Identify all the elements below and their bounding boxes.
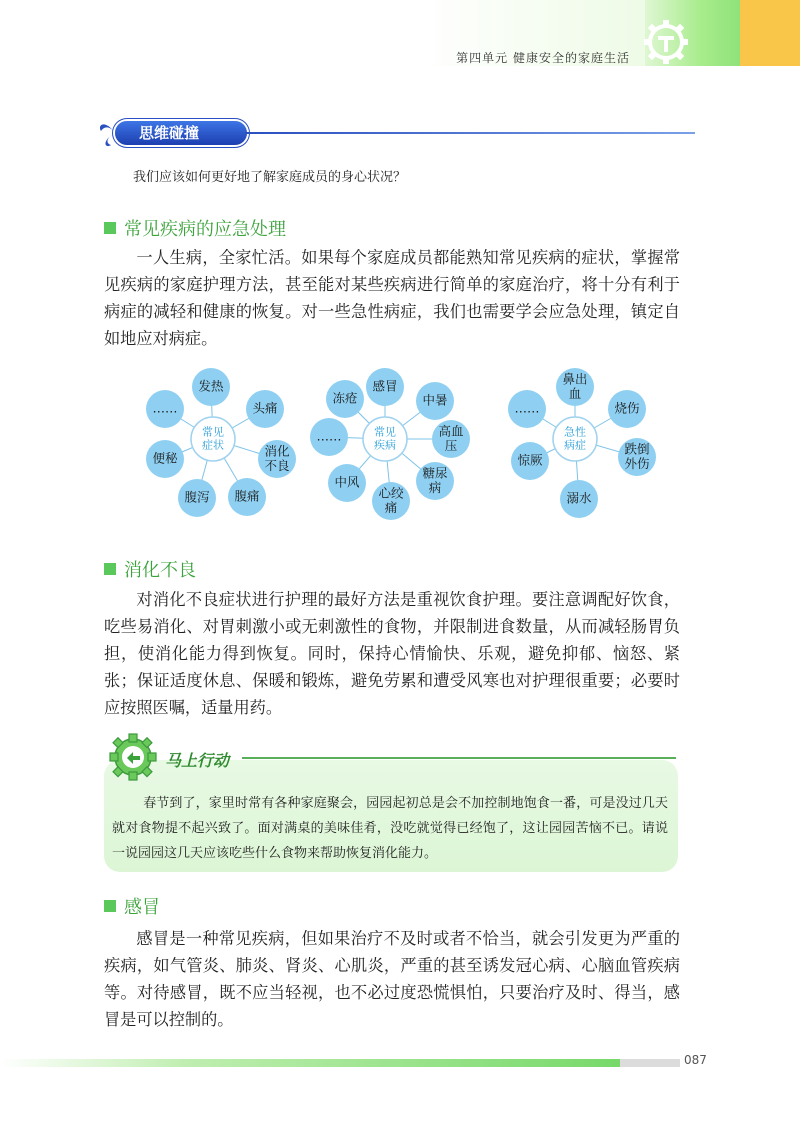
footer-bar: [0, 1059, 620, 1067]
bubble-label: 腹痛: [234, 488, 260, 504]
bubble-label: 糖尿: [422, 465, 448, 481]
bubble-label: 消化: [264, 443, 290, 459]
think-question: 我们应该如何更好地了解家庭成员的身心状况？: [133, 170, 407, 185]
header-yellow-block: [740, 0, 800, 66]
center-label: 急性: [564, 425, 586, 439]
section-paragraph-indigestion: 对消化不良症状进行护理的最好方法是重视饮食护理。要注意调配好饮食，吃些易消化、对胃刺激小或无刺激性的食物，并限制进食数量，从而减轻肠胃负担，使消化能力得到恢复。同时，保持心情愉快、乐观，避免抑郁、恼怒、紧张；保证适度休息、保暖和锻炼，避免劳累和遭受风寒也对护理很重要；必要时应按照医嘱，适量用药。: [104, 590, 680, 717]
center-label: 常见: [202, 425, 224, 439]
bubble-label: 溺水: [566, 490, 592, 506]
section-heading-text: 常见疾病的应急处理: [124, 219, 286, 240]
think-label: 思维碰撞: [115, 121, 247, 145]
center-label: 常见: [374, 425, 396, 439]
bubble-label: 头痛: [252, 400, 278, 416]
action-label: 马上行动: [165, 751, 230, 770]
bubble-label: 发热: [198, 378, 224, 394]
bubble-label: 不良: [264, 457, 290, 473]
bubble-label: 心绞: [378, 485, 404, 501]
section-heading-text: 消化不良: [124, 560, 196, 581]
section-paragraph-cold: 感冒是一种常见疾病，但如果治疗不及时或者不恰当，就会引发更为严重的疾病，如气管炎、肺炎、肾炎、心肌炎，严重的甚至诱发冠心病、心脑血管疾病等。对待感冒，既不应当轻视，也不必过度恐慌惧怕，只要治疗及时、得当，感冒是可以控制的。: [104, 929, 680, 1029]
section-heading-emergency: [104, 215, 286, 241]
bubble-label: ……: [152, 400, 178, 416]
think-banner: [95, 117, 695, 149]
page-number: 087: [684, 1053, 707, 1067]
bubble-label: 冻疮: [332, 390, 358, 406]
section-paragraph-emergency: 一人生病，全家忙活。如果每个家庭成员都能熟知常见疾病的症状，掌握常见疾病的家庭护理方法，甚至能对某些疾病进行简单的家庭治疗，将十分有利于病症的减轻和健康的恢复。对一些急性病症，我们也需要学会应急处理，镇定自如地应对病症。: [104, 248, 680, 348]
action-text: 春节到了，家里时常有各种家庭聚会，园园起初总是会不加控制地饱食一番，可是没过几天就对食物提不起兴致了。面对满桌的美味佳肴，没吃就觉得已经饱了，这让园园苦恼不已。请说一说园园这几天应该吃些什么食物来帮助恢复消化能力。: [112, 796, 668, 861]
bubble-label: 鼻出: [562, 371, 588, 387]
footer-bar-grey: [620, 1059, 680, 1067]
bubble-label: 血: [568, 385, 582, 401]
section-heading-text: 感冒: [124, 897, 160, 918]
bubble-label: 感冒: [372, 378, 398, 394]
bubble-label: 跌倒: [624, 441, 650, 457]
bubble-label: 压: [444, 437, 458, 453]
bubble-label: 烧伤: [614, 400, 640, 416]
bubble-label: ……: [514, 400, 540, 416]
bubble-label: 外伤: [624, 455, 650, 471]
bubble-label: 惊厥: [517, 452, 543, 468]
center-label: 症状: [202, 438, 224, 452]
think-rule: [245, 132, 695, 134]
action-gear-icon: [103, 732, 173, 782]
bubble-label: 痛: [384, 499, 398, 515]
action-rule: [242, 757, 676, 759]
bubble-label: 中风: [334, 474, 360, 490]
bubble-label: 便秘: [152, 450, 178, 466]
section-heading-cold: [104, 893, 160, 919]
bubble-label: 高血: [438, 423, 464, 439]
unit-title: 第四单元 健康安全的家庭生活: [456, 51, 630, 65]
bubble-label: 病: [428, 479, 442, 495]
square-bullet-icon: [104, 222, 116, 234]
bubble-label: 中暑: [422, 392, 448, 408]
bubble-label: ……: [316, 428, 342, 444]
center-label: 疾病: [374, 438, 396, 452]
gear-logo-icon: [640, 16, 692, 68]
square-bullet-icon: [104, 563, 116, 575]
bubble-diagrams: [135, 362, 675, 532]
bubble-label: 腹泻: [184, 489, 210, 505]
center-label: 病症: [564, 438, 586, 452]
square-bullet-icon: [104, 900, 116, 912]
section-heading-indigestion: [104, 556, 196, 582]
